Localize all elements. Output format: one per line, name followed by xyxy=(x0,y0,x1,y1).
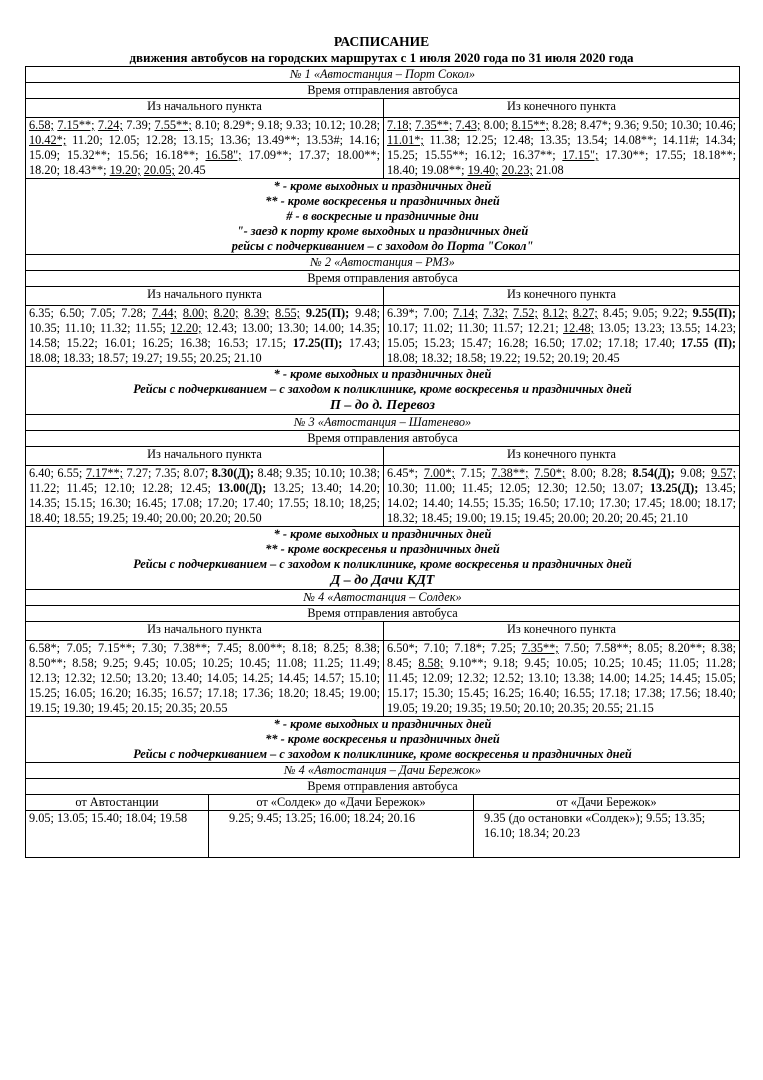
time-special: 9.25(П); xyxy=(305,306,350,320)
time-text: 8.45; 9.05; 9.22; xyxy=(597,306,693,320)
time-text: 6.40; 6.55; xyxy=(29,466,86,480)
route-5-dep-label: Время отправления автобуса xyxy=(26,779,740,795)
note-line: Рейсы с подчеркиванием – с заходом к поликлинике, кроме воскресенья и праздничных дней xyxy=(133,557,632,571)
time-text: 8.48; 9.35; 10.10; 10.38; 11.22; 11.45; 12.10; 12.28; 12.45; xyxy=(29,466,380,495)
time-with-polyclinic: 7.50*; xyxy=(534,466,566,480)
time-text: 8.00; 8.28; xyxy=(565,466,633,480)
time-text: 7.27; 7.35; 8.07; xyxy=(123,466,212,480)
time-text: 13.05; 13.23; 13.55; 14.23; 15.05; 15.23; 15.47; 16.28; 16.50; 17.02; 17.18; 17.40; xyxy=(387,321,737,350)
route-4-end-header: Из конечного пункта xyxy=(384,622,740,641)
note-line: * - кроме выходных и праздничных дней xyxy=(273,179,492,193)
route-1-header: № 1 «Автостанция – Порт Сокол» xyxy=(26,67,740,83)
route-2-start-header: Из начального пункта xyxy=(26,287,384,306)
time-with-polyclinic: 7.55**; xyxy=(154,118,192,132)
note-line: * - кроме выходных и праздничных дней xyxy=(273,717,492,731)
time-with-polyclinic: 7.43; xyxy=(455,118,481,132)
time-with-polyclinic: 12.48; xyxy=(563,321,595,335)
time-with-polyclinic: 17.15"; xyxy=(562,148,599,162)
route-5-col1-times: 9.05; 13.05; 15.40; 18.04; 19.58 xyxy=(26,811,209,858)
note-line: ** - кроме воскресенья и праздничных дней xyxy=(265,732,500,746)
time-with-polyclinic: 7.17**; xyxy=(85,466,124,480)
time-text: 7.50; 7.58**; 8.05; 8.20**; 8.38; 8.45; xyxy=(387,641,737,670)
time-text: 17.43; 18.08; 18.33; 18.57; 19.27; 19.55; 20.25; 21.10 xyxy=(29,336,380,365)
time-special: 8.54(Д); xyxy=(632,466,675,480)
time-with-polyclinic: 7.15**; xyxy=(57,118,95,132)
time-with-polyclinic: 19.40; xyxy=(467,163,499,177)
time-with-polyclinic: 20.05; xyxy=(143,163,175,177)
time-text: 17.09**; 17.37; 18.00**; 18.20; 18.43**; xyxy=(29,148,380,177)
route-1-dep-label: Время отправления автобуса xyxy=(26,83,740,99)
route-2-start-times xyxy=(26,306,384,367)
note-line: * - кроме выходных и праздничных дней xyxy=(273,527,492,541)
route-3-end-times xyxy=(384,466,740,527)
time-text: 9.08; xyxy=(674,466,712,480)
note-line: Д – до Дачи КДТ xyxy=(330,573,435,588)
route-3-start-header: Из начального пункта xyxy=(26,447,384,466)
note-line: П – до д. Перевоз xyxy=(330,398,435,413)
time-with-polyclinic: 7.35**; xyxy=(521,641,559,655)
time-text: 17.30**; 17.55; 18.18**; 18.40; 19.08**; xyxy=(387,148,737,177)
route-2-header: № 2 «Автостанция – РМЗ» xyxy=(26,255,740,271)
time-with-polyclinic: 7.38**; xyxy=(491,466,529,480)
time-with-polyclinic: 12.20; xyxy=(170,321,202,335)
time-text: 11.20; 12.05; 12.28; 13.15; 13.36; 13.49**; 13.53#; 14.16; 15.09; 15.32**; 15.56; 16.18**; xyxy=(29,133,380,162)
route-5-col1-header: от Автостанции xyxy=(26,795,209,811)
time-with-polyclinic: 8.55; xyxy=(275,306,301,320)
time-with-polyclinic: 7.44; xyxy=(152,306,177,320)
route-3-notes xyxy=(26,527,740,590)
time-text: 7.39; xyxy=(122,118,155,132)
time-text: 13.45; 14.02; 14.40; 14.55; 15.35; 16.50; 17.10; 17.30; 17.45; 18.00; 18.17; 18.32; 18.45; 19.00; 19.15; 19.45; 20.00; 20.20; 20.45; 21.10 xyxy=(387,481,737,525)
time-with-polyclinic: 6.58; xyxy=(29,118,54,132)
time-text: 13.25; 13.40; 14.20; 14.35; 15.15; 16.30; 16.45; 17.08; 17.20; 17.40; 17.55; 18.10; 18,25; 18.40; 18.55; 19.25; 19.40; 20.00; 20.20; 20.50 xyxy=(29,481,380,525)
time-text: 11.38; 12.25; 12.48; 13.35; 13.54; 14.08**; 14.11#; 14.34; 15.25; 15.55**; 16.12; 16.37**; xyxy=(387,133,737,162)
time-with-polyclinic: 10.42*; xyxy=(29,133,67,147)
route-4-dep-label: Время отправления автобуса xyxy=(26,606,740,622)
time-with-polyclinic: 7.18; xyxy=(387,118,412,132)
route-3-header: № 3 «Автостанция – Шатенево» xyxy=(26,415,740,431)
route-1-end-header: Из конечного пункта xyxy=(384,99,740,118)
time-with-polyclinic: 11.01*; xyxy=(387,133,424,147)
route-2-notes xyxy=(26,367,740,415)
time-special: 17.25(П); xyxy=(292,336,343,350)
schedule-table xyxy=(25,66,740,858)
time-with-polyclinic: 19.20; xyxy=(109,163,141,177)
time-special: 13.25(Д); xyxy=(649,481,699,495)
route-5-col3-header: от «Дачи Бережок» xyxy=(474,795,740,811)
route-3-dep-label: Время отправления автобуса xyxy=(26,431,740,447)
time-with-polyclinic: 20.23; xyxy=(501,163,533,177)
time-text: 6.45*; xyxy=(387,466,424,480)
time-text: 6.58*; 7.05; 7.15**; 7.30; 7.38**; 7.45; 8.00**; 8.18; 8.25; 8.38; 8.50**; 8.58; 9.25; 9.45; 10.05; 10.25; 10.45; 11.08; 11.25; 11.49; 12.13; 12.32; 12.50; 13.20; 13.40; 14.05; 14.25; 14.45; 14.57; 15.10; 15.25; 16.05; 16.20; 16.35; 16.57; 17.18; 17.36; 18.20; 18.45; 19.00; 19.15; 19.30; 19.45; 20.15; 20.35; 20.55 xyxy=(29,641,380,715)
route-2-end-times xyxy=(384,306,740,367)
time-with-polyclinic: 9.57; xyxy=(711,466,736,480)
route-3-end-header: Из конечного пункта xyxy=(384,447,740,466)
time-special: 13.00(Д); xyxy=(217,481,267,495)
route-1-notes xyxy=(26,179,740,255)
time-with-polyclinic: 16.58"; xyxy=(205,148,242,162)
time-with-polyclinic: 8.58; xyxy=(418,656,444,670)
time-text: 6.35; 6.50; 7.05; 7.28; xyxy=(29,306,153,320)
time-text: 12.43; 13.00; 13.30; 14.00; 14.35; 14.58; 15.22; 16.01; 16.25; 16.38; 16.53; 17.15; xyxy=(29,321,380,350)
time-with-polyclinic: 8.12; xyxy=(542,306,568,320)
route-5-col2-header: от «Солдек» до «Дачи Бережок» xyxy=(209,795,474,811)
route-3-start-times xyxy=(26,466,384,527)
note-line: # - в воскресные и праздничные дни xyxy=(286,209,479,223)
note-line: ** - кроме воскресенья и праздничных дней xyxy=(265,542,500,556)
time-with-polyclinic: 8.20; xyxy=(213,306,239,320)
time-text: 7.15; xyxy=(454,466,492,480)
note-line: "- заезд к порту кроме выходных и праздничных дней xyxy=(236,224,529,238)
time-special: 8.30(Д); xyxy=(211,466,255,480)
route-4-notes xyxy=(26,717,740,763)
route-5-header: № 4 «Автостанция – Дачи Бережок» xyxy=(26,763,740,779)
time-text: 9.10**; 9.18; 9.45; 10.05; 10.25; 10.45; 11.05; 11.28; 11.45; 12.09; 12.32; 12.52; 13.10; 13.38; 14.00; 14.25; 14.45; 15.05; 15.17; 15.30; 15.45; 16.25; 16.40; 16.55; 17.18; 17.38; 17.56; 18.40; 19.05; 19.20; 19.35; 19.50; 20.10; 20.35; 20.55; 21.15 xyxy=(387,656,737,715)
route-4-start-header: Из начального пункта xyxy=(26,622,384,641)
time-text: 20.45 xyxy=(174,163,206,177)
time-with-polyclinic: 7.32; xyxy=(483,306,508,320)
time-with-polyclinic: 7.24; xyxy=(97,118,123,132)
route-1-end-times xyxy=(384,118,740,179)
page-title: РАСПИСАНИЕ xyxy=(333,34,430,49)
time-text: 8.00; xyxy=(480,118,512,132)
route-1-start-times xyxy=(26,118,384,179)
time-text: 6.50*; 7.10; 7.18*; 7.25; xyxy=(387,641,522,655)
route-2-end-header: Из конечного пункта xyxy=(384,287,740,306)
route-4-start-times xyxy=(26,641,384,717)
note-line: * - кроме выходных и праздничных дней xyxy=(273,367,492,381)
route-1-start-header: Из начального пункта xyxy=(26,99,384,118)
time-with-polyclinic: 7.00*; xyxy=(423,466,455,480)
note-line: Рейсы с подчеркиванием – с заходом к поликлинике, кроме воскресенья и праздничных дней xyxy=(133,747,632,761)
time-text: 8.10; 8.29*; 9.18; 9.33; 10.12; 10.28; xyxy=(191,118,381,132)
note-line: ** - кроме воскресенья и праздничных дней xyxy=(265,194,500,208)
time-special: 9.55(П); xyxy=(692,306,737,320)
time-with-polyclinic: 8.39; xyxy=(244,306,270,320)
time-with-polyclinic: 7.14; xyxy=(453,306,478,320)
time-with-polyclinic: 7.52; xyxy=(512,306,538,320)
time-special: 17.55 (П); xyxy=(680,336,737,350)
time-text: 10.30; 11.00; 11.45; 12.05; 12.30; 12.50; 13.07; xyxy=(387,481,650,495)
page-subtitle: движения автобусов на городских маршрутах с 1 июля 2020 года по 31 июля 2020 года xyxy=(129,50,634,65)
route-4-end-times xyxy=(384,641,740,717)
note-line: Рейсы с подчеркиванием – с заходом к поликлинике, кроме воскресенья и праздничных дней xyxy=(133,382,632,396)
route-5-col2-times: 9.25; 9.45; 13.25; 16.00; 18.24; 20.16 xyxy=(209,811,474,858)
route-4-header: № 4 «Автостанция – Солдек» xyxy=(26,590,740,606)
time-text: 10.17; 11.02; 11.30; 11.57; 12.21; xyxy=(387,321,564,335)
time-with-polyclinic: 8.27; xyxy=(572,306,598,320)
time-text: 18.08; 18.32; 18.58; 19.22; 19.52; 20.19; 20.45 xyxy=(387,351,620,365)
time-text: 8.28; 8.47*; 9.36; 9.50; 10.30; 10.46; xyxy=(548,118,737,132)
note-line: рейсы с подчеркиванием – с заходом до Порта "Сокол" xyxy=(231,239,534,253)
route-2-dep-label: Время отправления автобуса xyxy=(26,271,740,287)
time-with-polyclinic: 8.15**; xyxy=(511,118,549,132)
time-with-polyclinic: 8.00; xyxy=(182,306,208,320)
time-text: 21.08 xyxy=(532,163,564,177)
route-5-col3-times: 9.35 (до остановки «Солдек»); 9.55; 13.35; 16.10; 18.34; 20.23 xyxy=(474,811,740,858)
time-with-polyclinic: 7.35**; xyxy=(415,118,453,132)
time-text: 6.39*; 7.00; xyxy=(387,306,454,320)
time-text: 9.48; 10.35; 11.10; 11.32; 11.55; xyxy=(29,306,381,335)
